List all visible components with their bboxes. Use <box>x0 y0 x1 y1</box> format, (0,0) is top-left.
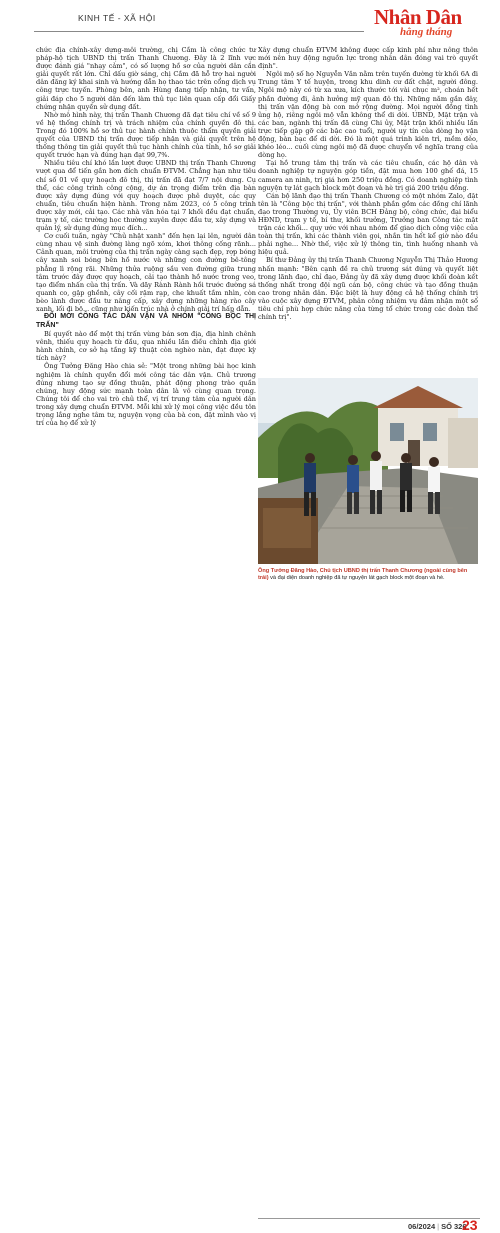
header-divider <box>34 31 364 32</box>
section-subheading: ĐỔI MỚI CÔNG TÁC DÂN VẬN VÀ NHÓM "CÔNG BỘC THỊ TRẤN" <box>36 313 256 329</box>
caption-bold: Ông Tưởng Đăng Hào, Chủ tịch UBND thị trấn Thanh Chương (ngoài cùng bên trái) <box>258 568 468 581</box>
body-paragraph: Xây dựng chuẩn ĐTVM không được cấp kinh phí như nông thôn mới nên huy động nguồn lực trong nhân dân đóng vai trò quyết định". <box>258 46 478 71</box>
street-construction-photo-icon <box>258 378 478 564</box>
body-paragraph: chức địa chính-xây dựng-môi trường, chị Cầm là công chức tư pháp-hộ tịch UBND thị trấn Thanh Chương. Đây là 2 lĩnh vực được đánh giá "nhạy cảm", có số lượng hồ sơ của người dân cần giải quyết rất lớn. Chỉ dấu giờ sáng, chị Cầm đã hỗ trợ hai người dân đăng ký khai sinh và hướng dẫn họ thao tác trên cổng dịch vụ công trực tuyến. Phòng bên, anh Hùng đang tiếp nhận, tư vấn, giải đáp cho 5 người dân đến làm thủ tục liên quan cấp đổi Giấy chứng nhận quyền sử dụng đất. <box>36 46 256 111</box>
left-column <box>36 46 256 427</box>
caption-text: và đại diện doanh nghiệp đã tự nguyện lát gạch block một đoạn và hè. <box>268 575 445 581</box>
issue-date: 06/2024 <box>408 1222 436 1231</box>
page-header <box>0 0 500 44</box>
body-paragraph: Cơ cuối tuần, ngày "Chủ nhật xanh" đến hẹn lại lên, người dân cùng nhau vệ sinh đường làng ngõ xóm, khơi thông cống rãnh... Cảnh quan, môi trường của thị trấn ngày càng sạch đẹp, rợp bóng cây xanh soi bóng bên hồ nước và những con đường bê-tông phẳng lì rộng rãi. Những thửa ruộng sầu ven đường giữa trung tâm trước đây được quy hoạch, cải tạo thành hồ nước trong veo, tạo điểm nhấn của thị trấn. Và dãy Rành Rành hồi trước đường sá quanh co, gập ghềnh, cây cối rậm rạp, che khuất tầm nhìn, còn bèo lành được đầu tư nâng cấp, xây dựng những hàng rào cây xanh, lối đi bộ... cũng như kiến trúc nhà ở chính giải trí hấp dẫn. <box>36 232 256 313</box>
newspaper-logo <box>374 5 470 43</box>
body-paragraph: Bí quyết nào để một thị trấn vùng bán sơn địa, địa hình chênh vênh, thiếu quy hoạch từ đầu, qua nhiều lần điều chỉnh địa giới hành chính, cơ sở hạ tầng kỹ thuật còn nghèo nàn, đạt được kỳ tích này? <box>36 330 256 363</box>
article-photo <box>258 378 478 564</box>
body-paragraph: Tại hồ trung tâm thị trấn và các tiêu chuẩn, các hộ dân và doanh nghiệp tự nguyện góp tiền, đặt mua hơn 100 ghế đá, 15 camera an ninh, trị giá hơn 250 triệu đồng. Có doanh nghiệp tình nguyện tự lát gạch block một đoạn và hè trị giá 200 triệu đồng. <box>258 159 478 192</box>
issue-number: SỐ 326 <box>441 1222 467 1231</box>
photo-caption <box>258 568 478 582</box>
page-footer <box>0 600 500 1233</box>
logo-main-text: Nhân Dân <box>374 5 462 29</box>
body-paragraph: Ngôi mộ số họ Nguyễn Văn nằm trên tuyến đường từ khối 6A đi Trung tâm Y tế huyện, trong khu dinh cư đất chật, người đông. Ngôi mộ này có từ xa xưa, kích thước tới vài chục m², choán hết phần đường đi, ảnh hưởng mỹ quan đô thị. Những năm gần đây, thị trấn vận động bà con mở rộng đường. Mọi người đồng tình ủng hộ, riêng ngôi mộ vẫn không thể di dời. UBND, Mặt trận và các ban, ngành thị trấn đã cùng Chi ủy, Mặt trận khối nhiều lần trực tiếp gặp gỡ các bậc cao tuổi, người uy tín của dòng họ vận động, bàn bạc để di dời. Đó là một quá trình kiên trì, mềm dẻo, khéo léo... cuối cùng ngôi mộ đã được chuyển về nghĩa trang của dòng họ. <box>258 70 478 160</box>
right-column <box>258 46 478 321</box>
issue-separator: | <box>437 1222 440 1231</box>
body-paragraph: Nhiều tiêu chí khó lần lượt được UBND thị trấn Thanh Chương vượt qua để tiến gần hơn đích chuẩn ĐTVM. Chẳng hạn như tiêu chí số 01 về quy hoạch đô thị, thị trấn đã đạt 7/7 nội dung. Cụ thể, các công trình công cộng, dự án trọng điểm trên địa bàn được xây dựng đúng với quy hoạch được phê duyệt, các quy chuẩn, tiêu chuẩn hiện hành. Trong năm 2023, có 5 công trình được xây mới, cải tạo. Các nhà văn hóa tại 7 khối đều đạt chuẩn, trạm y tế, các trường học thường xuyên được đầu tư, xây dựng và quản lý, sử dụng đúng mục đích... <box>36 159 256 233</box>
section-label: KINH TẾ - XÃ HỘI <box>78 13 156 23</box>
body-paragraph: Bí thư Đảng ủy thị trấn Thanh Chương Nguyễn Thị Thảo Hương nhấn mạnh: "Bên cạnh đề ra chủ trương sát đúng và quyết liệt trong lãnh đạo, chỉ đạo, Đảng ủy đã xây dựng được khối đoàn kết thống nhất trong đội ngũ cán bộ, công chức và tạo đồng thuận cao trong nhân dân. Đặc biệt là huy động cả hệ thống chính trị vào cuộc xây dựng ĐTVM, phân công nhiệm vụ đảm nhận một số tiêu chí phù hợp chức năng của từng tổ chức trong các đoàn thể chính trị". <box>258 256 478 322</box>
footer-divider <box>258 1218 480 1219</box>
body-paragraph: Cán bộ lãnh đạo thị trấn Thanh Chương có một nhóm Zalo, đặt tên là "Công bộc thị trấn", với thành phần gồm các đồng chí lãnh đạo trong Thường vụ, Ủy viên BCH Đảng bộ, công chức, đại biểu HĐND, trạm y tế, bí thư, khối trưởng, Trưởng ban Công tác mặt trận các khối... quy ước với nhau nhóm để giao dịch công việc của toàn thị trấn, khi các thành viên gọi, nhắn tin hết kể giờ nào đều phải nghe... Nhờ thế, việc xử lý thông tin, tình huống nhanh và hiệu quả. <box>258 191 478 257</box>
logo-sub-text: hằng tháng <box>400 26 453 38</box>
issue-info <box>408 1222 467 1231</box>
body-paragraph: Nhờ mô hình này, thị trấn Thanh Chương đã đạt tiêu chí về số 9 về hệ thống chính trị và trách nhiệm của chính quyền đô thị. Trong đó 100% hồ sơ thủ tục hành chính thuộc thẩm quyền giải quyết của UBND thị trấn được tiếp nhận và giải quyết trên hệ thống thông tin giải quyết thủ tục hành chính của tỉnh, hồ sơ giải quyết trước hạn và đúng hạn đạt 99,7%. <box>36 110 256 160</box>
page-number: 23 <box>462 1217 478 1233</box>
body-paragraph: Ông Tưởng Đăng Hào chia sẻ: "Một trong những bài học kinh nghiệm là chính quyền đổi mới công tác dân vận. Chủ trương đúng nhưng tạo sự đồng thuận, phát động phong trào quần chúng, huy động sức mạnh toàn dân là vô cùng quan trọng. Chúng tôi để cho vai trò chủ thể, vị trí trung tâm của người dân trong xây dựng chuẩn ĐTVM. Mỗi khi xử lý mọi công việc đều tôn trọng lắng nghe tâm tư, nguyện vọng của bà con, đặt mình vào vị trí của họ để xử lý <box>36 362 256 428</box>
